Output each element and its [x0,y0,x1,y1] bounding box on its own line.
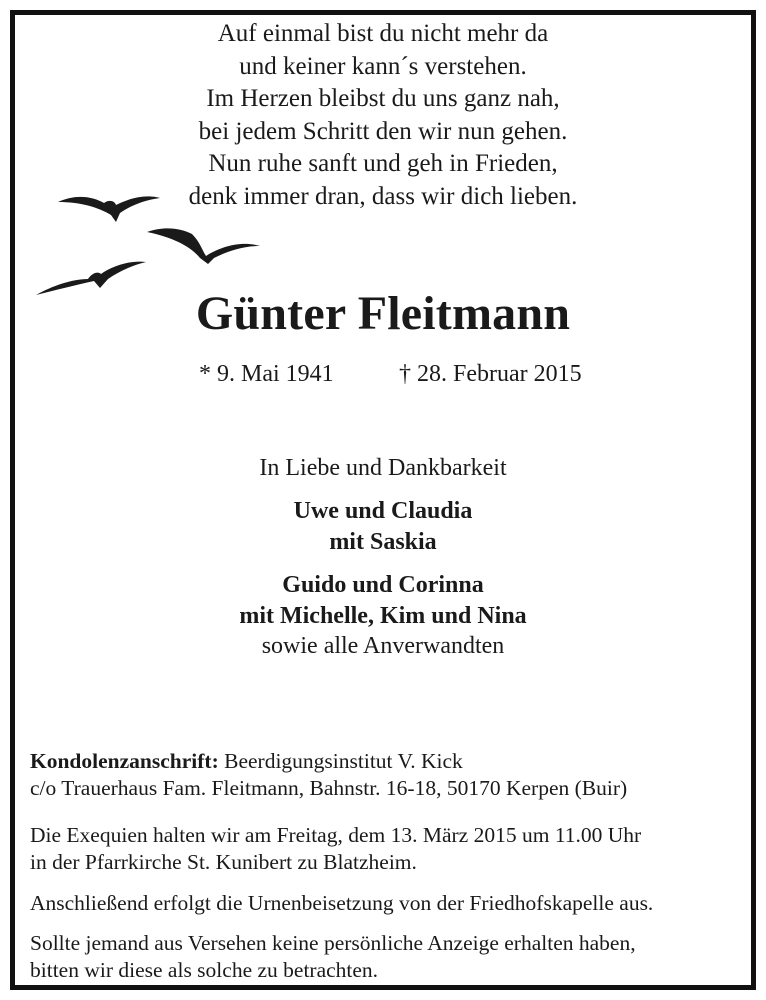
poem-line: Auf einmal bist du nicht mehr da [217,20,549,47]
mourner-names: mit Michelle, Kim und Nina [239,603,527,629]
relatives: sowie alle Anverwandten [261,633,505,659]
condolence-label: Kondolenzanschrift: [30,749,219,773]
mourner-names: mit Saskia [329,529,437,555]
condolence-value: Beerdigungsinstitut V. Kick [218,749,463,773]
notice-line: bitten wir diese als solche zu betrachten. [30,958,379,982]
poem-line: bei jedem Schritt den wir nun gehen. [198,117,568,145]
bird-icon [147,228,260,264]
personal-notice [30,930,746,984]
poem-line: denk immer dran, dass wir dich lieben. [188,182,578,210]
exequien-line: in der Pfarrkirche St. Kunibert zu Blatzheim. [30,850,417,874]
notice-line: Sollte jemand aus Versehen keine persönliche Anzeige erhalten haben, [30,931,636,955]
birth-date: * 9. Mai 1941 [199,361,334,387]
condolence-line [30,748,746,775]
bird-icon [58,196,160,222]
urn-burial-notice [30,890,746,917]
poem-line: Nun ruhe sanft und geh in Frieden, [208,150,558,178]
urn-line: Anschließend erfolgt die Urnenbeisetzung von der Friedhofskapelle aus. [30,891,654,915]
deceased-name: Günter Fleitmann [195,287,571,340]
mourner-family [0,496,766,558]
exequien-line: Die Exequien halten wir am Freitag, dem 13. März 2015 um 11.00 Uhr [30,823,642,847]
mourner-family [0,570,766,632]
dedication: In Liebe und Dankbarkeit [259,455,507,481]
mourner-names: Uwe und Claudia [293,498,473,524]
death-date: † 28. Februar 2015 [399,361,582,387]
poem-line: Im Herzen bleibst du uns ganz nah, [206,85,560,113]
condolence-address [30,748,746,802]
exequien-notice [30,822,746,876]
condolence-street: c/o Trauerhaus Fam. Fleitmann, Bahnstr. 16-18, 50170 Kerpen (Buir) [30,776,628,800]
poem-line: und keiner kann´s verstehen. [239,52,527,80]
mourner-names: Guido und Corinna [282,572,484,598]
flying-birds-icon [30,182,270,302]
